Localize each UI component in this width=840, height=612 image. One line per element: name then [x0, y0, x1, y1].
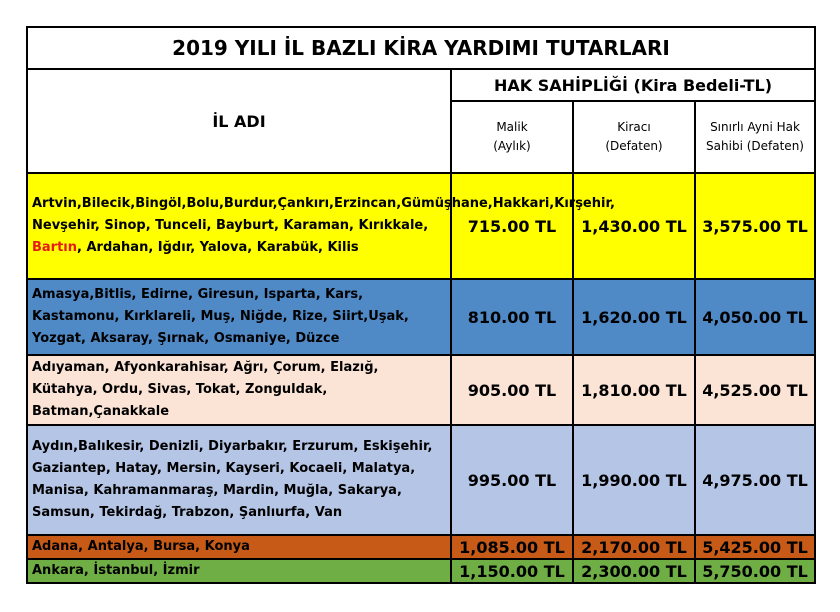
amount-malik: 1,150.00 TL — [451, 559, 573, 583]
province-list: Amasya,Bitlis, Edirne, Giresun, Isparta, Kars, Kastamonu, Kırklareli, Muş, Niğde, Rize, Siirt,Uşak, Yozgat, Aksaray, Şırnak, Osmaniye, Düzce — [27, 279, 451, 355]
table-row — [27, 173, 815, 279]
province-list: Aydın,Balıkesir, Denizli, Diyarbakır, Erzurum, Eskişehir, Gaziantep, Hatay, Mersin, Kayseri, Kocaeli, Malatya, Manisa, Kahramanmaraş, Mardin, Muğla, Sakarya, Samsun, Tekirdağ, Trabzon, Şanlıurfa, Van — [27, 425, 451, 535]
province-list: Adıyaman, Afyonkarahisar, Ağrı, Çorum, Elazığ, Kütahya, Ordu, Sivas, Tokat, Zonguldak, Batman,Çanakkale — [27, 355, 451, 425]
header-malik — [451, 101, 573, 173]
header-kiraci — [573, 101, 695, 173]
amount-ayni-hak: 3,575.00 TL — [695, 173, 815, 279]
amount-kiraci: 2,170.00 TL — [573, 535, 695, 559]
amount-kiraci: 2,300.00 TL — [573, 559, 695, 583]
table-row — [27, 425, 815, 535]
amount-malik: 810.00 TL — [451, 279, 573, 355]
amount-kiraci: 1,810.00 TL — [573, 355, 695, 425]
header-malik-label: Malik — [496, 120, 528, 134]
table-row — [27, 355, 815, 425]
amount-ayni-hak: 4,975.00 TL — [695, 425, 815, 535]
amount-malik: 905.00 TL — [451, 355, 573, 425]
province-text: Artvin,Bilecik,Bingöl,Bolu,Burdur,Çankırı,Erzincan,Gümüşhane,Hakkari,Kırşehir, Nevşehir, Sinop, Tunceli, Bayburt, Karaman, Kırıkkale, — [32, 196, 615, 233]
header-kiraci-sub: (Defaten) — [605, 139, 663, 153]
header-hak-sahipligi: HAK SAHİPLİĞİ (Kira Bedeli-TL) — [451, 69, 815, 101]
province-highlight: Bartın — [32, 240, 78, 255]
province-text: , Ardahan, Iğdır, Yalova, Karabük, Kilis — [77, 240, 359, 255]
header-kiraci-label: Kiracı — [617, 120, 651, 134]
table-row — [27, 535, 815, 559]
amount-malik: 715.00 TL — [451, 173, 573, 279]
amount-kiraci: 1,430.00 TL — [573, 173, 695, 279]
table-title: 2019 YILI İL BAZLI KİRA YARDIMI TUTARLARI — [27, 27, 815, 69]
header-ayni-sub: Sahibi (Defaten) — [706, 139, 804, 153]
amount-ayni-hak: 4,525.00 TL — [695, 355, 815, 425]
header-sinirli-ayni-hak — [695, 101, 815, 173]
header-malik-sub: (Aylık) — [493, 139, 531, 153]
province-list: Adana, Antalya, Bursa, Konya — [27, 535, 451, 559]
amount-malik: 1,085.00 TL — [451, 535, 573, 559]
amount-ayni-hak: 5,750.00 TL — [695, 559, 815, 583]
amount-kiraci: 1,990.00 TL — [573, 425, 695, 535]
header-il-adi: İL ADI — [27, 69, 451, 173]
amount-ayni-hak: 5,425.00 TL — [695, 535, 815, 559]
province-list: Ankara, İstanbul, İzmir — [27, 559, 451, 583]
amount-ayni-hak: 4,050.00 TL — [695, 279, 815, 355]
header-ayni-label: Sınırlı Ayni Hak — [710, 120, 800, 134]
table-row — [27, 279, 815, 355]
amount-malik: 995.00 TL — [451, 425, 573, 535]
amount-kiraci: 1,620.00 TL — [573, 279, 695, 355]
table-row — [27, 559, 815, 583]
rent-aid-table — [26, 26, 816, 584]
